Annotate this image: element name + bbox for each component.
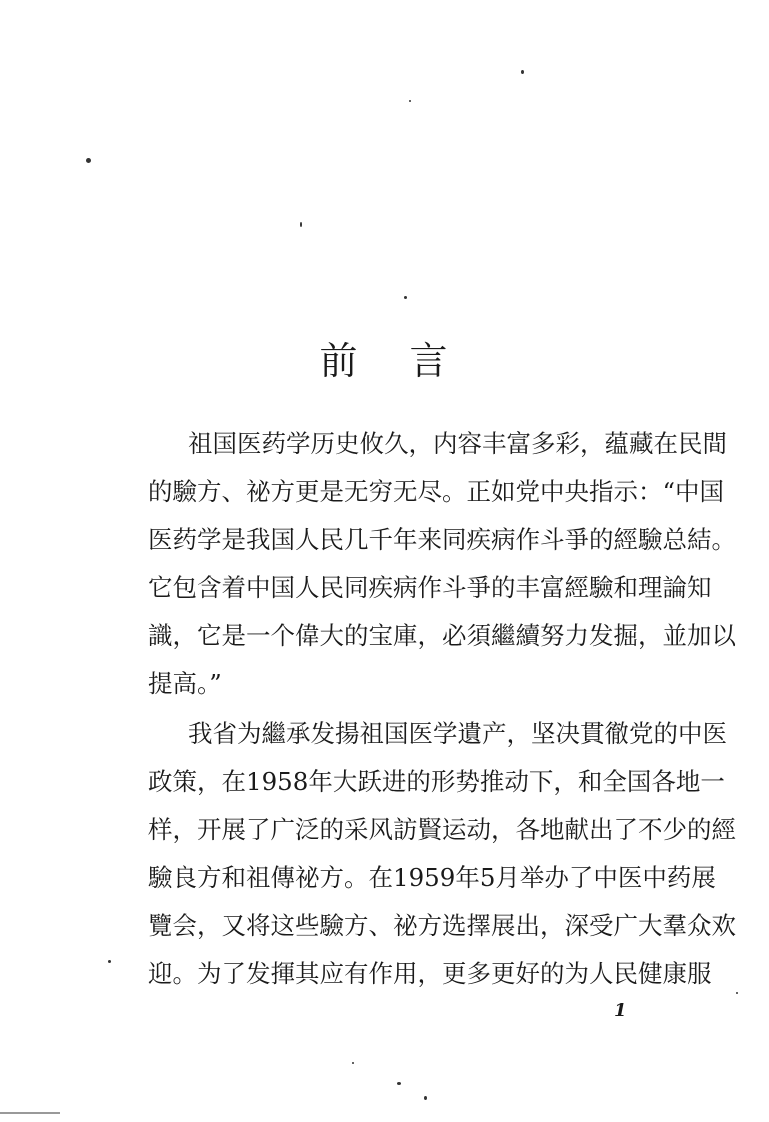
text-line: 的驗方、祕方更是无穷无尽。正如党中央指示：“中国 bbox=[148, 477, 725, 506]
text-line: 提高。” bbox=[148, 669, 222, 698]
text-line: 祖国医药学历史攸久，内容丰富多彩，蕴藏在民間 bbox=[188, 429, 727, 458]
scan-speck bbox=[108, 960, 111, 963]
text-line: 驗良方和祖傳祕方。在1959年5月举办了中医中药展 bbox=[148, 863, 716, 892]
title-char: 前 bbox=[319, 339, 360, 383]
text-line: 医药学是我国人民几千年来同疾病作斗爭的經驗总結。 bbox=[148, 525, 736, 554]
scan-speck bbox=[404, 296, 407, 299]
scan-speck bbox=[352, 1062, 354, 1064]
scan-speck bbox=[521, 70, 524, 74]
text-line: 迎。为了发揮其应有作用，更多更好的为人民健康服 bbox=[148, 959, 712, 988]
scan-speck bbox=[409, 100, 411, 102]
text-line: 識，它是一个偉大的宝庫，必須繼續努力发掘，並加以 bbox=[148, 621, 736, 650]
scan-speck bbox=[736, 992, 738, 994]
text-line: 它包含着中国人民同疾病作斗爭的丰富經驗和理論知 bbox=[148, 573, 712, 602]
scan-edge bbox=[0, 1112, 60, 1114]
text-line: 我省为繼承发揚祖国医学遺产，坚决貫徹党的中医 bbox=[188, 719, 727, 748]
text-line: 样，开展了广泛的采风訪賢运动，各地献出了不少的經 bbox=[148, 815, 736, 844]
scan-speck bbox=[86, 158, 91, 163]
scan-speck bbox=[397, 1082, 401, 1085]
page-title bbox=[0, 330, 769, 385]
scan-speck bbox=[424, 1096, 427, 1100]
scan-speck bbox=[300, 222, 302, 227]
title-char: 言 bbox=[409, 339, 450, 383]
text-line: 覽会，又将这些驗方、祕方选擇展出，深受广大羣众欢 bbox=[148, 911, 736, 940]
text-line: 政策，在1958年大跃进的形势推动下，和全国各地一 bbox=[148, 767, 725, 796]
page-number: 1 bbox=[614, 1000, 627, 1021]
